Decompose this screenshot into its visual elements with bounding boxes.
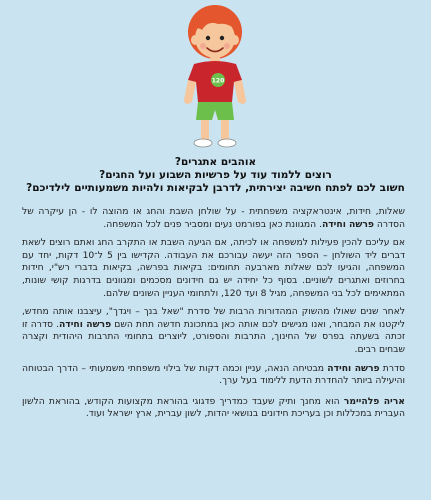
blurb-paragraph-4: סדרת פרשה וחידה מבטיחה הנאה, עניין וכמה דקות של בילוי משפחתי משמעותי – הדרך הבטוחה והיעילה ביותר להחדרת הדעת ללימוד בעל ערך. — [22, 362, 406, 387]
blurb-paragraph-3: לאחר שנים שאולו מהשוק המהדורות הרבות של סדרת "שאל בנך – ויגדך", עיצבנו אותה מחדש, ליקטנו את המבחר, ואנו מגישים לכם אותה כאן במתכונת חדשה תחת השם פרשה וחידה. סדרה זו זכתה בשעתה בפרס של החינוך, התרבות והספורט, ליוצרים בתחומי התרבות היהודית וקצרה שבחים רבים. — [22, 306, 405, 355]
author-bio — [22, 396, 405, 421]
shirt-badge-number: 120 — [211, 77, 225, 85]
series-name: פרשה וחידה — [327, 362, 380, 374]
boy-mascot-illustration — [170, 2, 260, 150]
boy-shorts — [196, 102, 234, 120]
boy-left-shoe — [194, 139, 212, 147]
cover-heading — [20, 156, 411, 195]
blurb-paragraph-2: אם עליכם להכין פעילות למשפחה או לכיתה, אם הגיעה השבת או התקרב החג ואתם רוצים לשאת דברים ליד השולחן – הספר הזה יעשה עבורכם את העבודה. הקדישו בין 5 ל־10 דקות, יחד עם המשפחה, והגיעו לכם שאלות מארבעה תחומים: בקיאות בפרשה, בקיאות בדברי רש"י, חידות בחרוזים ואתגרים לשוניים. בסוף כל יחידה יש גם חידונים מסכמים ומגוונים בדרגות קושי שונות, המתאימים לכל בני המשפחה, מגיל 8 ועד 120, ולתחומי העניין השונים שלהם. — [22, 237, 405, 299]
heading-line-1: אוהבים אתגרים? — [174, 156, 257, 168]
author-bio-text: הוא מחנך ותיק שעבד כמדריך פדגוגי בהוראת מקצועות הקודש, בהוראת הלשון העברית במכללות וכן בעריכת חידונים בנושאי יהדות, לשון עברית, ארץ ישראל ועוד. — [22, 395, 405, 420]
heading-line-2: רוצים ללמוד עוד על פרשיות השבוע ועל החגים? — [99, 169, 332, 181]
author-name: אריה פלהיימר — [343, 395, 405, 407]
blurb-paragraph-1: שאלות, חידות, אינטראקציה משפחתית - על שולחן השבת והחג או מהוצה לו - הן עיקרה של הסדרה פרשה וחידה. המגוונת כאן בפורמט נעים ומסביר פנים לכל המשפחה. — [22, 206, 405, 230]
series-name: פרשה וחידה — [58, 318, 112, 330]
boy-right-shoe — [218, 139, 236, 147]
heading-line-3: חשוב לכם לפתח חשיבה יצירתית, לדרבן לבקיאות ולהיות משמעותיים לילדיכם? — [26, 182, 405, 194]
series-name: פרשה וחידה — [321, 218, 374, 230]
blurb-text — [22, 206, 405, 427]
